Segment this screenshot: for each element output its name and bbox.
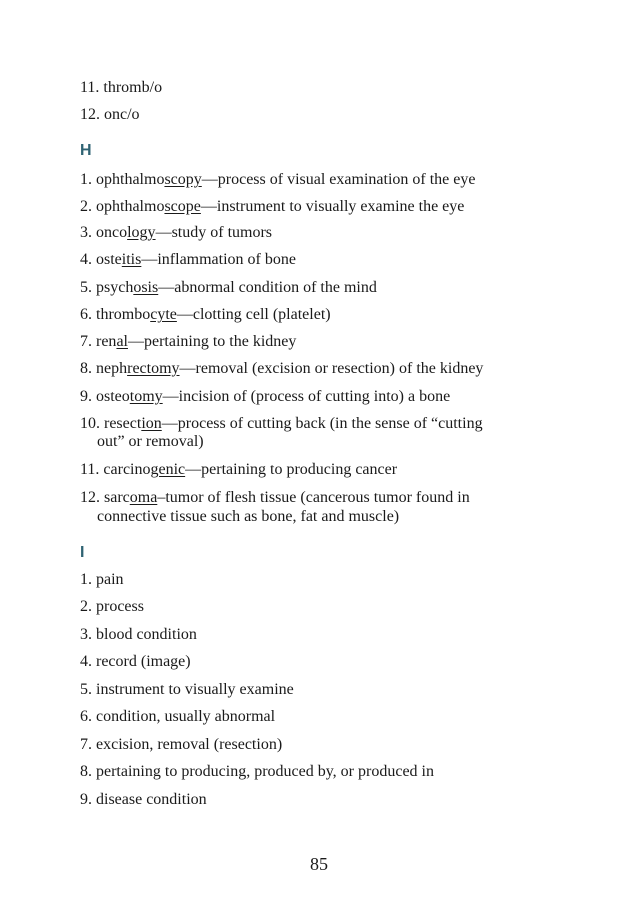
item-number: 12.	[80, 489, 104, 506]
dash: —	[176, 306, 193, 323]
list-item: 11. thromb/o	[80, 79, 163, 96]
term-prefix: carcino	[103, 461, 151, 478]
list-item-continuation: connective tissue such as bone, fat and muscle)	[97, 508, 400, 525]
item-number: 11.	[80, 461, 104, 478]
definition: pertaining to producing cancer	[201, 461, 398, 478]
list-item	[80, 278, 377, 297]
list-item: 4. record (image)	[80, 653, 191, 670]
term-prefix: ophthalmo	[96, 198, 165, 215]
dash: —	[162, 388, 179, 405]
term-prefix: oste	[96, 251, 122, 268]
item-number: 1.	[80, 171, 96, 188]
list-item-continuation: out” or removal)	[97, 433, 204, 450]
list-item	[80, 332, 296, 351]
dash: —	[185, 461, 202, 478]
term-underlined-part: scope	[164, 198, 201, 215]
list-item	[80, 197, 464, 216]
list-item: 7. excision, removal (resection)	[80, 736, 283, 753]
page-number: 85	[310, 854, 328, 874]
list-item	[80, 359, 483, 378]
item-number: 9.	[80, 388, 96, 405]
section-heading-h: H	[80, 142, 92, 159]
dash: –	[157, 489, 166, 506]
term-underlined-part: ion	[141, 415, 162, 432]
definition: clotting cell (platelet)	[192, 306, 331, 323]
section-heading-i: I	[80, 544, 85, 561]
list-item	[80, 387, 450, 406]
list-item	[80, 305, 331, 324]
item-number: 4.	[80, 251, 96, 268]
term-prefix: ophthalmo	[96, 171, 165, 188]
term-prefix: psych	[96, 279, 134, 296]
dash: —	[127, 333, 144, 350]
definition: process of cutting back (in the sense of “cutting	[177, 415, 483, 432]
list-item: 3. blood condition	[80, 626, 197, 643]
definition: instrument to visually examine the eye	[216, 198, 465, 215]
term-prefix: neph	[96, 360, 128, 377]
term-underlined-part: genic	[150, 461, 186, 478]
list-item: 9. disease condition	[80, 791, 207, 808]
term-underlined-part: al	[116, 333, 128, 350]
item-number: 6.	[80, 306, 96, 323]
item-number: 2.	[80, 198, 96, 215]
term-underlined-part: oma	[129, 489, 158, 506]
list-item: 12. onc/o	[80, 106, 140, 123]
dash: —	[201, 171, 218, 188]
list-item: 2. process	[80, 598, 144, 615]
term-underlined-part: rectomy	[127, 360, 180, 377]
item-number: 5.	[80, 279, 96, 296]
term-underlined-part: cyte	[150, 306, 177, 323]
term-prefix: sarc	[104, 489, 130, 506]
list-item: 5. instrument to visually examine	[80, 681, 294, 698]
term-prefix: resect	[104, 415, 142, 432]
definition: process of visual examination of the eye	[217, 171, 476, 188]
item-number: 8.	[80, 360, 96, 377]
list-item	[80, 414, 483, 433]
definition: removal (excision or resection) of the kidney	[195, 360, 484, 377]
dash: —	[161, 415, 178, 432]
list-item: 6. condition, usually abnormal	[80, 708, 276, 725]
item-number: 7.	[80, 333, 96, 350]
term-prefix: ren	[96, 333, 117, 350]
term-underlined-part: logy	[127, 224, 156, 241]
dash: —	[200, 198, 217, 215]
list-item	[80, 460, 397, 479]
term-underlined-part: osis	[133, 279, 159, 296]
definition: incision of (process of cutting into) a bone	[178, 388, 451, 405]
dash: —	[155, 224, 172, 241]
dash: —	[158, 279, 175, 296]
term-prefix: osteo	[96, 388, 130, 405]
list-item	[80, 223, 272, 242]
term-prefix: onco	[96, 224, 128, 241]
definition: abnormal condition of the mind	[174, 279, 377, 296]
list-item	[80, 250, 296, 269]
item-number: 10.	[80, 415, 104, 432]
list-item	[80, 488, 470, 507]
item-number: 3.	[80, 224, 96, 241]
definition: tumor of flesh tissue (cancerous tumor found in	[165, 489, 470, 506]
dash: —	[141, 251, 158, 268]
definition: pertaining to the kidney	[143, 333, 297, 350]
list-item	[80, 170, 475, 189]
term-underlined-part: scopy	[164, 171, 202, 188]
term-underlined-part: itis	[121, 251, 142, 268]
list-item: 1. pain	[80, 571, 124, 588]
term-underlined-part: tomy	[129, 388, 163, 405]
definition: inflammation of bone	[157, 251, 296, 268]
list-item: 8. pertaining to producing, produced by, or produced in	[80, 763, 434, 780]
term-prefix: thrombo	[96, 306, 151, 323]
dash: —	[179, 360, 196, 377]
definition: study of tumors	[171, 224, 273, 241]
